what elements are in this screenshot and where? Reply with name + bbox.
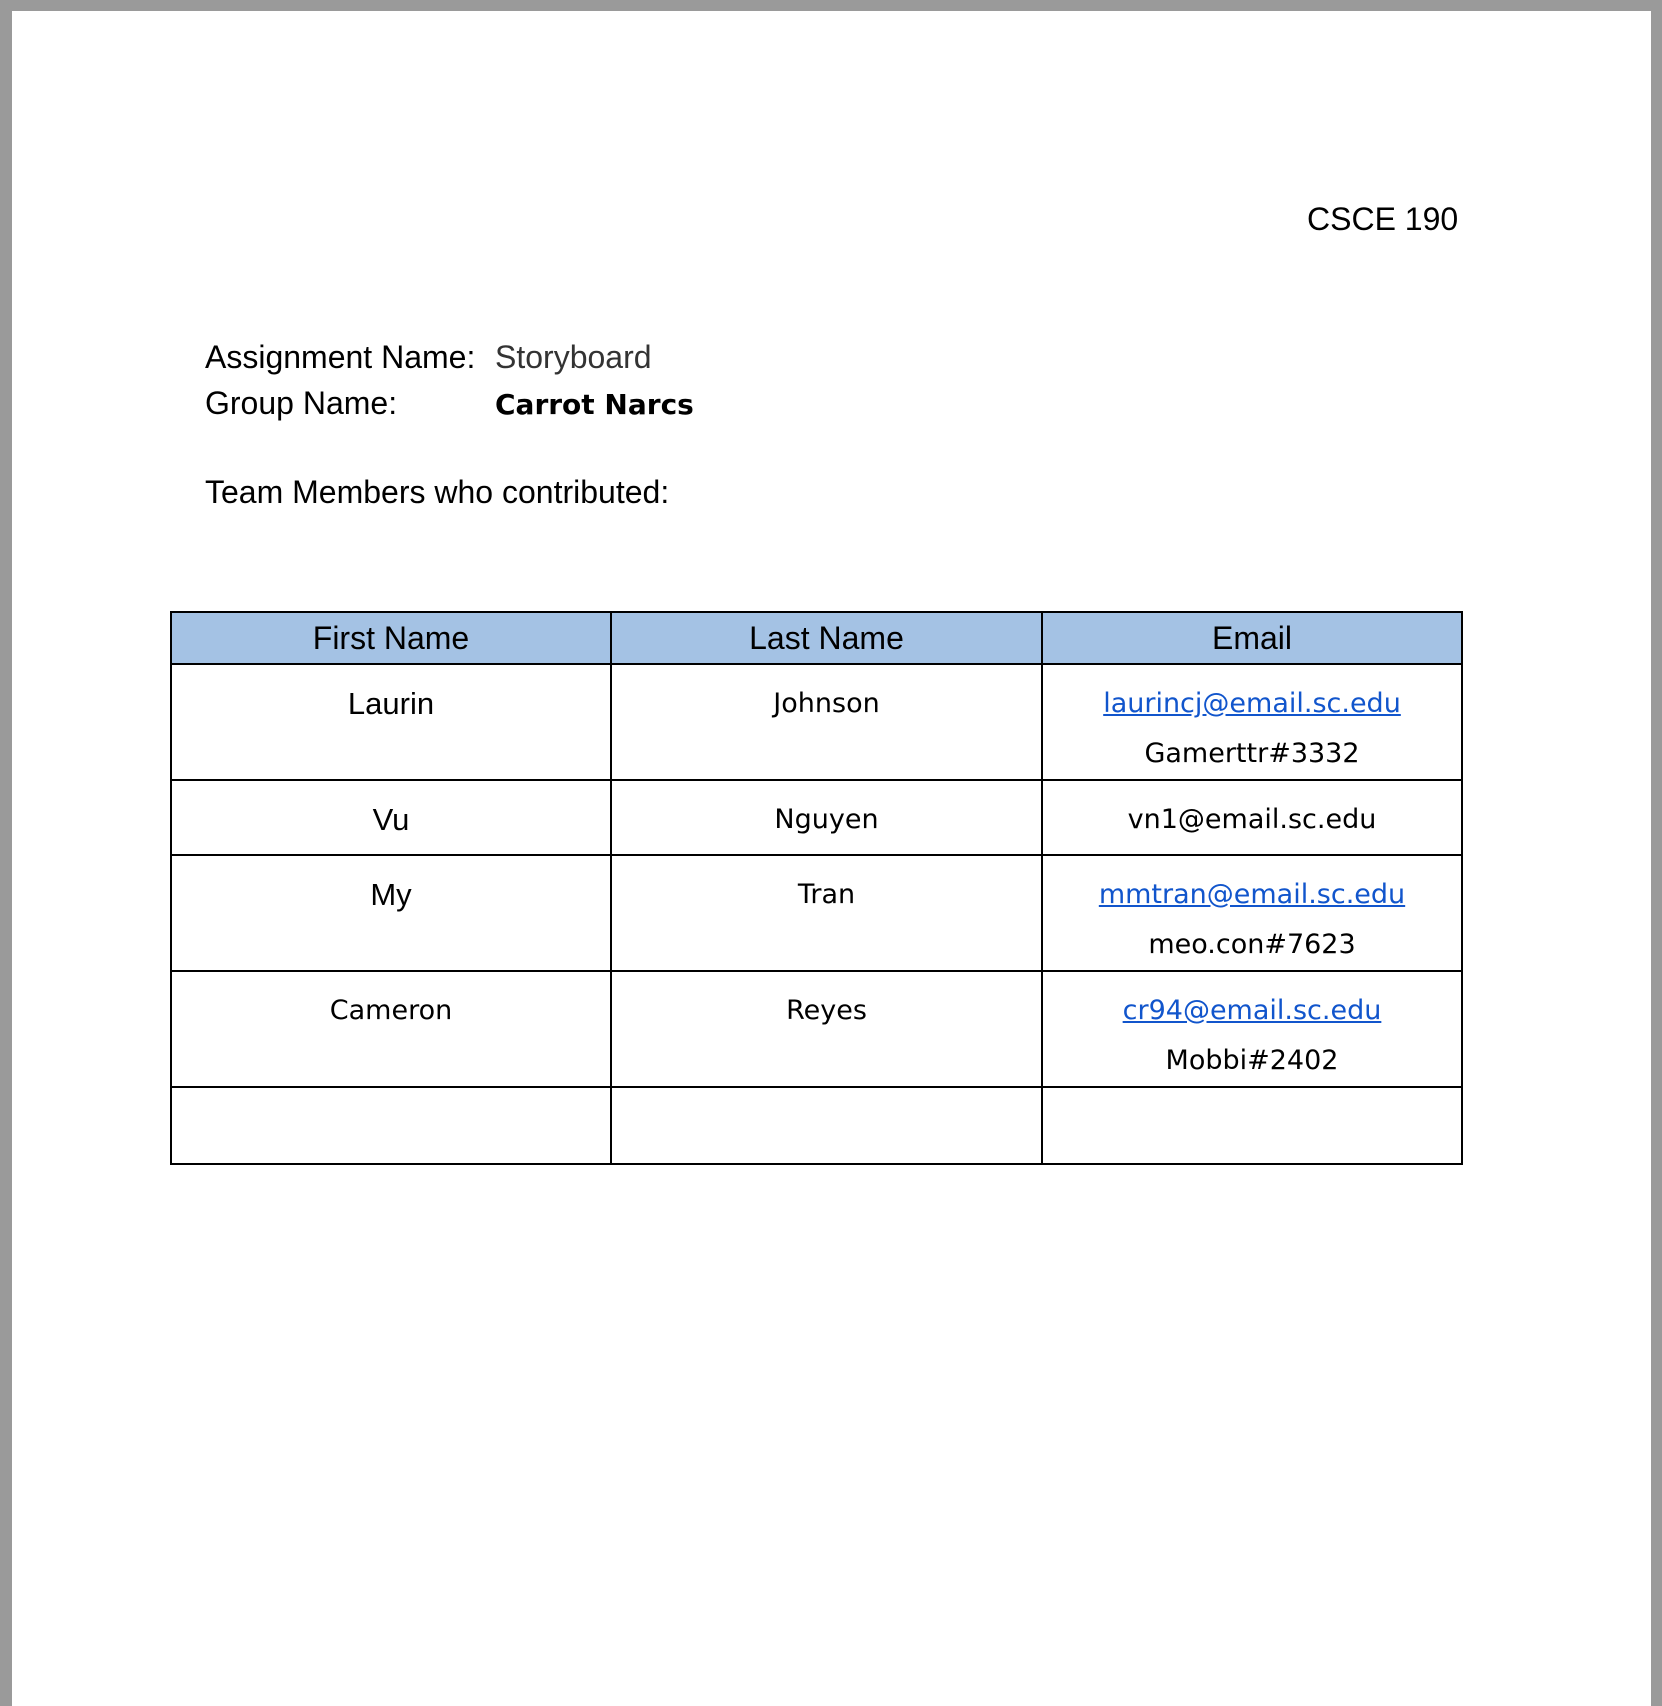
email-text: vn1@email.sc.edu: [1127, 804, 1377, 835]
group-row: [205, 385, 694, 422]
table-header-row: [171, 612, 1462, 664]
members-table: [170, 611, 1463, 1165]
last-name-cell: Johnson: [773, 688, 880, 719]
last-name-cell: Reyes: [786, 995, 867, 1026]
handle-text: meo.con#7623: [1148, 929, 1356, 960]
handle-text: Mobbi#2402: [1165, 1045, 1339, 1076]
last-name-cell: Tran: [797, 879, 856, 910]
first-name-cell: Cameron: [329, 995, 453, 1026]
assignment-row: [205, 339, 652, 376]
header-first-name: First Name: [171, 612, 611, 664]
table-row: [171, 855, 1462, 971]
table-row: [171, 664, 1462, 780]
email-link[interactable]: laurincj@email.sc.edu: [1103, 688, 1401, 719]
handle-text: Gamerttr#3332: [1144, 738, 1360, 769]
first-name-cell: Vu: [372, 802, 410, 837]
header-email: Email: [1042, 612, 1462, 664]
table-row: [171, 780, 1462, 855]
assignment-value: Storyboard: [495, 339, 652, 375]
first-name-cell: My: [370, 877, 412, 912]
last-name-cell: Nguyen: [774, 804, 879, 835]
course-code: CSCE 190: [1307, 201, 1459, 237]
assignment-label: Assignment Name:: [205, 339, 476, 375]
email-link[interactable]: cr94@email.sc.edu: [1122, 995, 1382, 1026]
document-page: [12, 11, 1651, 1706]
group-label: Group Name:: [205, 385, 398, 421]
table-row: [171, 971, 1462, 1087]
first-name-cell: Laurin: [347, 686, 435, 721]
team-heading: Team Members who contributed:: [205, 474, 670, 510]
table-row-empty: [171, 1087, 1462, 1164]
email-link[interactable]: mmtran@email.sc.edu: [1098, 879, 1406, 910]
header-last-name: Last Name: [611, 612, 1042, 664]
group-value: Carrot Narcs: [495, 388, 694, 421]
